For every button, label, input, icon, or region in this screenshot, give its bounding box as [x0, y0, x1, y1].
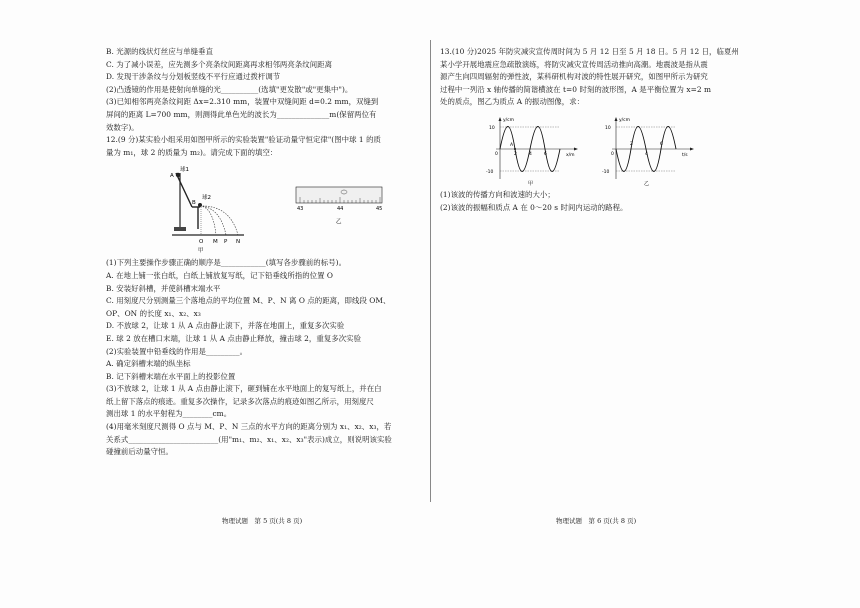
q13-part2: (2)该波的振幅和质点 A 在 0～20 s 时间内运动的路程。 — [440, 202, 628, 212]
point-a-label: A — [170, 173, 174, 180]
q13-stem-line5: 处的质点，图乙为质点 A 的振动图像，求： — [440, 97, 585, 107]
vibration-y-top: 10 — [605, 125, 611, 131]
q12-part2-option-b: B. 记下斜槽末端在水平面上的投影位置 — [106, 371, 236, 381]
ruler-tick-44: 44 — [337, 206, 344, 213]
waveform-tick-4: 4 — [529, 151, 532, 157]
page-divider — [430, 40, 431, 502]
waveform-graph — [486, 113, 586, 187]
vibration-tick-2: 2 — [630, 141, 633, 147]
q12-part4-line3: 碰撞前后动量守恒。 — [106, 447, 173, 457]
q12-step-a: A. 在地上铺一张白纸，白纸上铺放复写纸，记下铅垂线所指的位置 O — [106, 270, 334, 280]
option-b-text: B. 光源的线状灯丝应与单缝垂直 — [106, 47, 214, 56]
left-page-column — [106, 46, 424, 459]
q11-part2-text: (2)凸透镜的作用是使射向单缝的光__________(选填"更发散"或"更集中")。 — [106, 84, 353, 94]
point-p-label: P — [224, 239, 228, 246]
figure-jia-caption: 甲 — [198, 248, 204, 255]
vibration-origin: 0 — [611, 151, 614, 157]
waveform-x-label: x/m — [566, 152, 575, 158]
vibration-graph — [602, 113, 702, 187]
q12-part4-line2: 关系式________________________(用"m₁、m₂、x₁、x₂、x₃"表示)成立，则说明该实验 — [106, 434, 392, 444]
ball2-label: 球2 — [202, 195, 211, 202]
q11-part3-line3: 效数字)。 — [106, 122, 139, 132]
q12-part1: (1)下列主要操作步骤正确的顺序是____________(填写各步骤前的标号)。 — [106, 258, 347, 268]
right-page-footer: 物理试题 第 6 页(共 8 页) — [556, 517, 637, 525]
waveform-y-bottom: -10 — [486, 169, 494, 175]
q12-stem-line1: 12.(9 分)某实验小组采用如图甲所示的实验装置"验证动量守恒定律"(图中球 1 的质 — [106, 135, 381, 145]
option-c-text: C. 为了减小误差，应先测多个亮条纹间距离再求相邻两亮条纹间距离 — [106, 59, 333, 69]
option-d-text: D. 发现干涉条纹与分划板竖线不平行应通过拨杆调节 — [106, 72, 281, 82]
point-o-label: O — [199, 239, 204, 246]
q12-stem-line2: 量为 m₁，球 2 的质量为 m₂)。请完成下面的填空： — [106, 147, 278, 157]
waveform-point-a: A — [510, 142, 514, 148]
vibration-tick-6: 6 — [660, 141, 663, 147]
vibration-tick-4: 4 — [645, 151, 648, 157]
apparatus-figure — [158, 163, 288, 255]
point-n-label: N — [236, 239, 241, 246]
q12-part4-line1: (4)用毫米刻度尺测得 O 点与 M、P、N 三点的水平方向的距离分别为 x₁、x₂、x₃，若 — [106, 422, 392, 432]
waveform-y-label: y/cm — [503, 117, 515, 123]
q12-step-c-line2: OP、ON 的长度 x₁、x₂、x₃ — [106, 308, 201, 318]
vibration-caption: 乙 — [644, 180, 650, 187]
q13-part1: (1)该波的传播方向和波速的大小； — [440, 189, 555, 199]
q12-part3-line3: 测出球 1 的水平射程为________cm。 — [106, 409, 232, 419]
q12-step-d: D. 不放球 2，让球 1 从 A 点由静止滚下，并落在地面上，重复多次实验 — [106, 321, 345, 331]
waveform-origin: 0 — [495, 151, 498, 157]
q12-part2: (2)实验装置中铅垂线的作用是_________。 — [106, 346, 248, 356]
q11-part3-line1: (3)已知相邻两亮条纹间距 Δx=2.310 mm，装置中双缝间距 d=0.2 mm，双缝到 — [106, 97, 379, 107]
q13-stem-line1: 13.(10 分)2025 年防灾减灾宣传周时间为 5 月 12 日至 5 月 18 日。5 月 12 日，临夏州 — [440, 47, 739, 56]
vibration-y-label: y/cm — [619, 117, 631, 123]
waveform-tick-6: 6 — [544, 151, 547, 157]
q12-step-b: B. 安装好斜槽，并使斜槽末端水平 — [106, 283, 221, 293]
ball1-label: 球1 — [180, 167, 189, 174]
figure-yi-caption: 乙 — [336, 219, 342, 226]
waveform-tick-2: 2 — [514, 151, 517, 157]
q13-stem-line3: 源产生向四周辐射的弹性波，某科研机构对波的特性展开研究，如图甲所示为研究 — [440, 72, 708, 82]
q13-stem-line2: 某小学开展地震应急疏散演练，将防灾减灾宣传周活动推向高潮。地震波是指从震 — [440, 59, 708, 69]
q12-figures — [106, 163, 424, 255]
q13-stem-line4: 过程中一列沿 x 轴传播的简谐横波在 t=0 时刻的波形图，A 是平衡位置为 x=2 m — [440, 84, 712, 94]
q13-figures — [440, 113, 756, 187]
q12-step-e: E. 球 2 放在槽口末端，让球 1 从 A 点由静止释放，撞击球 2，重复多次实验 — [106, 333, 362, 343]
q12-part2-option-a: A. 确定斜槽末端的纵坐标 — [106, 359, 191, 369]
q11-part3-line2: 屏间的距离 L=700 mm，则测得此单色光的波长为______________m(保留两位有 — [106, 109, 377, 119]
ruler-tick-43: 43 — [297, 206, 304, 213]
q12-step-c-line1: C. 用刻度尺分别测量三个落地点的平均位置 M、P、N 离 O 点的距离，即线段 OM、 — [106, 296, 391, 306]
q12-part3-line1: (3)不放球 2，让球 1 从 A 点由静止滚下，砸到铺在水平地面上的复写纸上，并在白 — [106, 384, 382, 394]
waveform-y-top: 10 — [489, 125, 495, 131]
ruler-figure — [292, 163, 388, 255]
vibration-x-label: t/s — [682, 152, 688, 158]
ruler-tick-45: 45 — [376, 206, 383, 213]
waveform-caption: 甲 — [528, 180, 534, 187]
point-b-label: B — [192, 200, 196, 207]
right-page-column — [440, 46, 756, 214]
point-m-label: M — [213, 239, 218, 246]
q12-part3-line2: 纸上留下落点的痕迹。重复多次操作，记录多次落点的痕迹如图乙所示，用刻度尺 — [106, 396, 374, 406]
left-page-footer: 物理试题 第 5 页(共 8 页) — [222, 517, 303, 525]
vibration-y-bottom: -10 — [602, 169, 610, 175]
